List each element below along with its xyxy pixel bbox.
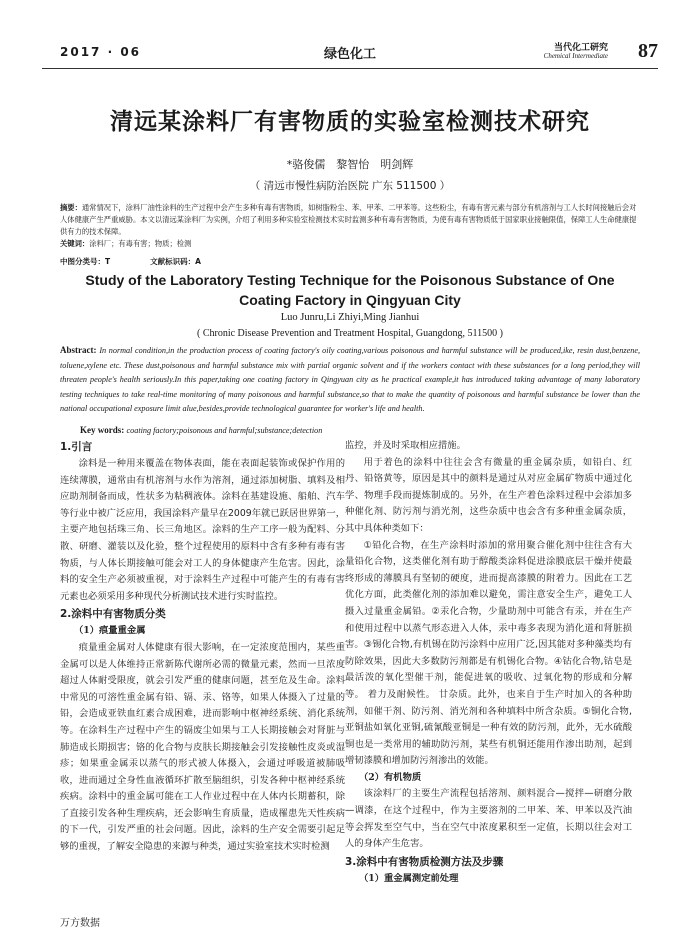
subsection-heading: （1）痕量重金属 [73, 625, 146, 637]
abstract-cn-label: 摘要： [60, 203, 82, 212]
authors: *骆俊儒 黎智怡 明剑辉 [286, 158, 414, 171]
english-abstract-text: In normal condition,in the production process of coating factory's oily coating,various poisonous and harmful substance will be produced,ike, resin dust,benzene, toluene,xylene etc. These dust,poisonous and harmful substance mix with partial organic solvent and if the workers contact with these substances for a long period,they will threaten people's health seriously.In this paper,taking one coating factory in Qingyuan city as he practical example,it has introduced taking advantage of many laboratory testing techniques to take real-time monitoring of many poisonous and harmful substance,so that to make the quantity of poisonous and harmful substance be lower than the national occupational exposure limit alue,besides,provide technological guarantee for worker's life and health. [60, 346, 640, 413]
section-heading: 1.引言 [60, 441, 93, 453]
keywords-cn-text: 涂料厂；有毒有害；物质；检测 [89, 239, 192, 248]
english-keywords: Key words: coating factory;poisonous and harmful;substance;detection [80, 425, 323, 435]
subsection-heading: （1）重金属测定前处理 [358, 872, 459, 884]
page-title: 清远某涂料厂有害物质的实验室检测技术研究 [110, 109, 590, 135]
english-keywords-label: Key words [80, 425, 122, 435]
subsection-heading: （2）有机物质 [358, 771, 422, 783]
section-heading: 3.涂料中有害物质检测方法及步骤 [345, 855, 504, 868]
footer-watermark: 万方数据 [60, 918, 100, 929]
paragraph: 痕量重金属对人体健康有很大影响，在一定浓度范围内，某些重金属可以是人体维持正常新陈代谢所必需的微量元素，然而一旦浓度超过人体耐受限度，就会引发严重的健康问题，甚至危及生命。涂料中常见的可溶性重金属有铅、镉、汞、铬等，如果人体摄入了过量的铅，会造成亚铁血红素合成困难，进而影响中枢神经系统、消化系统等。在涂料生产过程中产生的镉废尘如果与工人长期接触会对肾脏与肺造成长期损害；铬的化合物与皮肤长期接触会引发接触性皮炎或湿疹；如果重金属汞以蒸气的形式被人体摄入，会通过呼吸道被肺吸收，进而通过全身性血液循环扩散至脑组织，引发各种中枢神经系统疾病。涂料中的重金属可能在工人作业过程中在人体内长期蓄积，除了直接引发各种生理疾病，还会影响生育质量，造成罹患先天性疾病的下一代，引发严重的社会问题。因此，涂料的生产安全需要引起足够的重视，了解安全隐患的来源与种类，通过实验室技术实时检测 [60, 641, 345, 853]
english-affiliation: ( Chronic Disease Prevention and Treatment Hospital, Guangdong, 511500 ) [197, 328, 503, 339]
brand-cn: 当代化工研究 [553, 43, 608, 53]
section-heading: 2.涂料中有害物质分类 [60, 608, 166, 621]
keywords-cn-label: 关键词： [60, 239, 90, 248]
english-abstract-label: Abstract [60, 345, 94, 355]
left-column [60, 438, 345, 856]
doc-code-label: 文献标识码： [150, 257, 196, 266]
journal-section: 绿色化工 [323, 47, 376, 62]
paragraph: ①铅化合物，在生产涂料时添加的常用聚合催化剂中往往含有大量铅化合物，这类催化剂有助于醇酸类涂料促进涂膜底层干燥并使最终形成的薄膜具有坚韧的硬度，进而提高漆膜的附着力。因此在工艺优化方面，此类催化剂的添加难以避免，需注意安全生产，避免工人摄入过量重金属铅。②汞化合物，少量助剂中可能含有汞，并在生产和使用过程中以蒸气形态进入人体，汞中毒多表现为消化道和肾脏损害。③锡化合物,有机锡在防污涂料中应用广泛,因其能对多种藻类均有防除效果，因此大多数防污剂都是有机锡化合物。④钴化合物,钴皂是最活泼的氧化型催干剂，能促进氧的吸收、过氧化物的形成和分解等。 着力及耐候性。 廿杂质。此外，也来自于生产时加入的各种助剂，如催干剂、防污剂、消光剂和各种填料中所含杂质。⑤铜化合物,亚铜盐如氧化亚铜,硫氰酸亚铜是一种有效的防污剂，此外，无水硫酸铜也是一类常用的辅助防污剂，某些有机铜还能用作渗出助剂，起到增韧漆膜和增加防污剂渗出的效能。 [345, 539, 632, 767]
header-divider [42, 68, 658, 69]
classification-label: 中图分类号： [60, 257, 105, 266]
paragraph: 涂料是一种用来覆盖在物体表面，能在表面起装饰或保护作用的连续薄膜，通常由有机溶剂与水作为溶剂，通过添加树脂、填料及相应助剂制备而成，性状多为粘稠液体。涂料在基建设施、船舶、汽车等行业中被广泛应用，我国涂料产量早在2009年就已跃居世界第一，主要产地包括珠三角、长三角地区。涂料的生产工序一般为配料、分散、研磨、灌装以及化验，整个过程使用的原料中含有多种有毒有害物质，与人体长期接触可能会对工人的身体健康产生危害。因此，涂料的安全生产必须被重视，对于涂料生产过程中可能产生的有毒有害元素也必须采用多种现代分析测试技术进行实时监控。 [60, 458, 345, 602]
page-header [42, 38, 658, 68]
issue-number: 2017 · 06 [60, 45, 142, 59]
abstract-cn-text: 通常情况下，涂料厂油性涂料的生产过程中会产生多种有毒有害物质，如树脂粉尘、苯、甲苯、二甲苯等。这些粉尘，有毒有害元素与部分有机溶剂与工人长时间接触后会对人体健康产生严重威胁。本文以清远某涂料厂为实例，介绍了利用多种实验室检测技术实时监测多种有毒有害物质，为使有毒有害物质低于国家职业接触限值，保障工人生命健康提供有力的技术保障。 [60, 203, 637, 236]
classification-line [60, 256, 201, 267]
english-authors: Luo Junru,Li Zhiyi,Ming Jianhui [280, 312, 420, 323]
page-number: 87 [638, 40, 658, 62]
classification-value: T [105, 257, 111, 266]
right-column [345, 438, 632, 887]
english-title: Study of the Laboratory Testing Technique for the Poisonous Substance of One Coating Factory in Qingyuan City [85, 272, 615, 308]
english-abstract: Abstract: In normal condition,in the production process of coating factory's oily coating,various poisonous and harmful substance will be produced,ike, resin dust,benzene, toluene,xylene etc. These dust,poisonous and harmful substance mix with partial organic solvent and if the workers contact with these substances for a long period,they will threaten people's health seriously.In this paper,taking one coating factory in Qingyuan city as he practical example,it has introduced taking advantage of many laboratory testing techniques to take real-time monitoring of many poisonous and harmful substance,so that to make the quantity of poisonous and harmful substance be lower than the national occupational exposure limit alue,besides,provide technological guarantee for worker's life and health. [60, 345, 640, 413]
paragraph: 用于着色的涂料中往往会含有微量的重金属杂质，如铅白、红丹、铅铬黄等，原因是其中的颜料是通过从对应金属矿物质中通过化学、物理手段而提炼制成的。另外，在生产着色涂料过程中会添加多种催化剂、防污剂与消光剂，这些杂质中也会含有多种重金属杂质，其中具体种类如下： [345, 456, 632, 534]
brand-en: Chemical Intermediate [543, 52, 608, 60]
affiliation: （ 清远市慢性病防治医院 广东 511500 ） [249, 180, 451, 192]
paragraph: 该涂料厂的主要生产流程包括溶剂、颜料混合—搅拌—研磨分散—调漆，在这个过程中，作为主要溶剂的二甲苯、苯、甲苯以及汽油等会挥发至空气中，当在空气中浓度累积至一定值，长期以往会对工人的身体产生危害。 [345, 788, 632, 850]
abstract-cn [60, 202, 640, 250]
english-keywords-text: coating factory;poisonous and harmful;substance;detection [126, 426, 323, 435]
paragraph: 监控，并及时采取相应措施。 [345, 440, 466, 451]
doc-code-value: A [195, 257, 201, 266]
